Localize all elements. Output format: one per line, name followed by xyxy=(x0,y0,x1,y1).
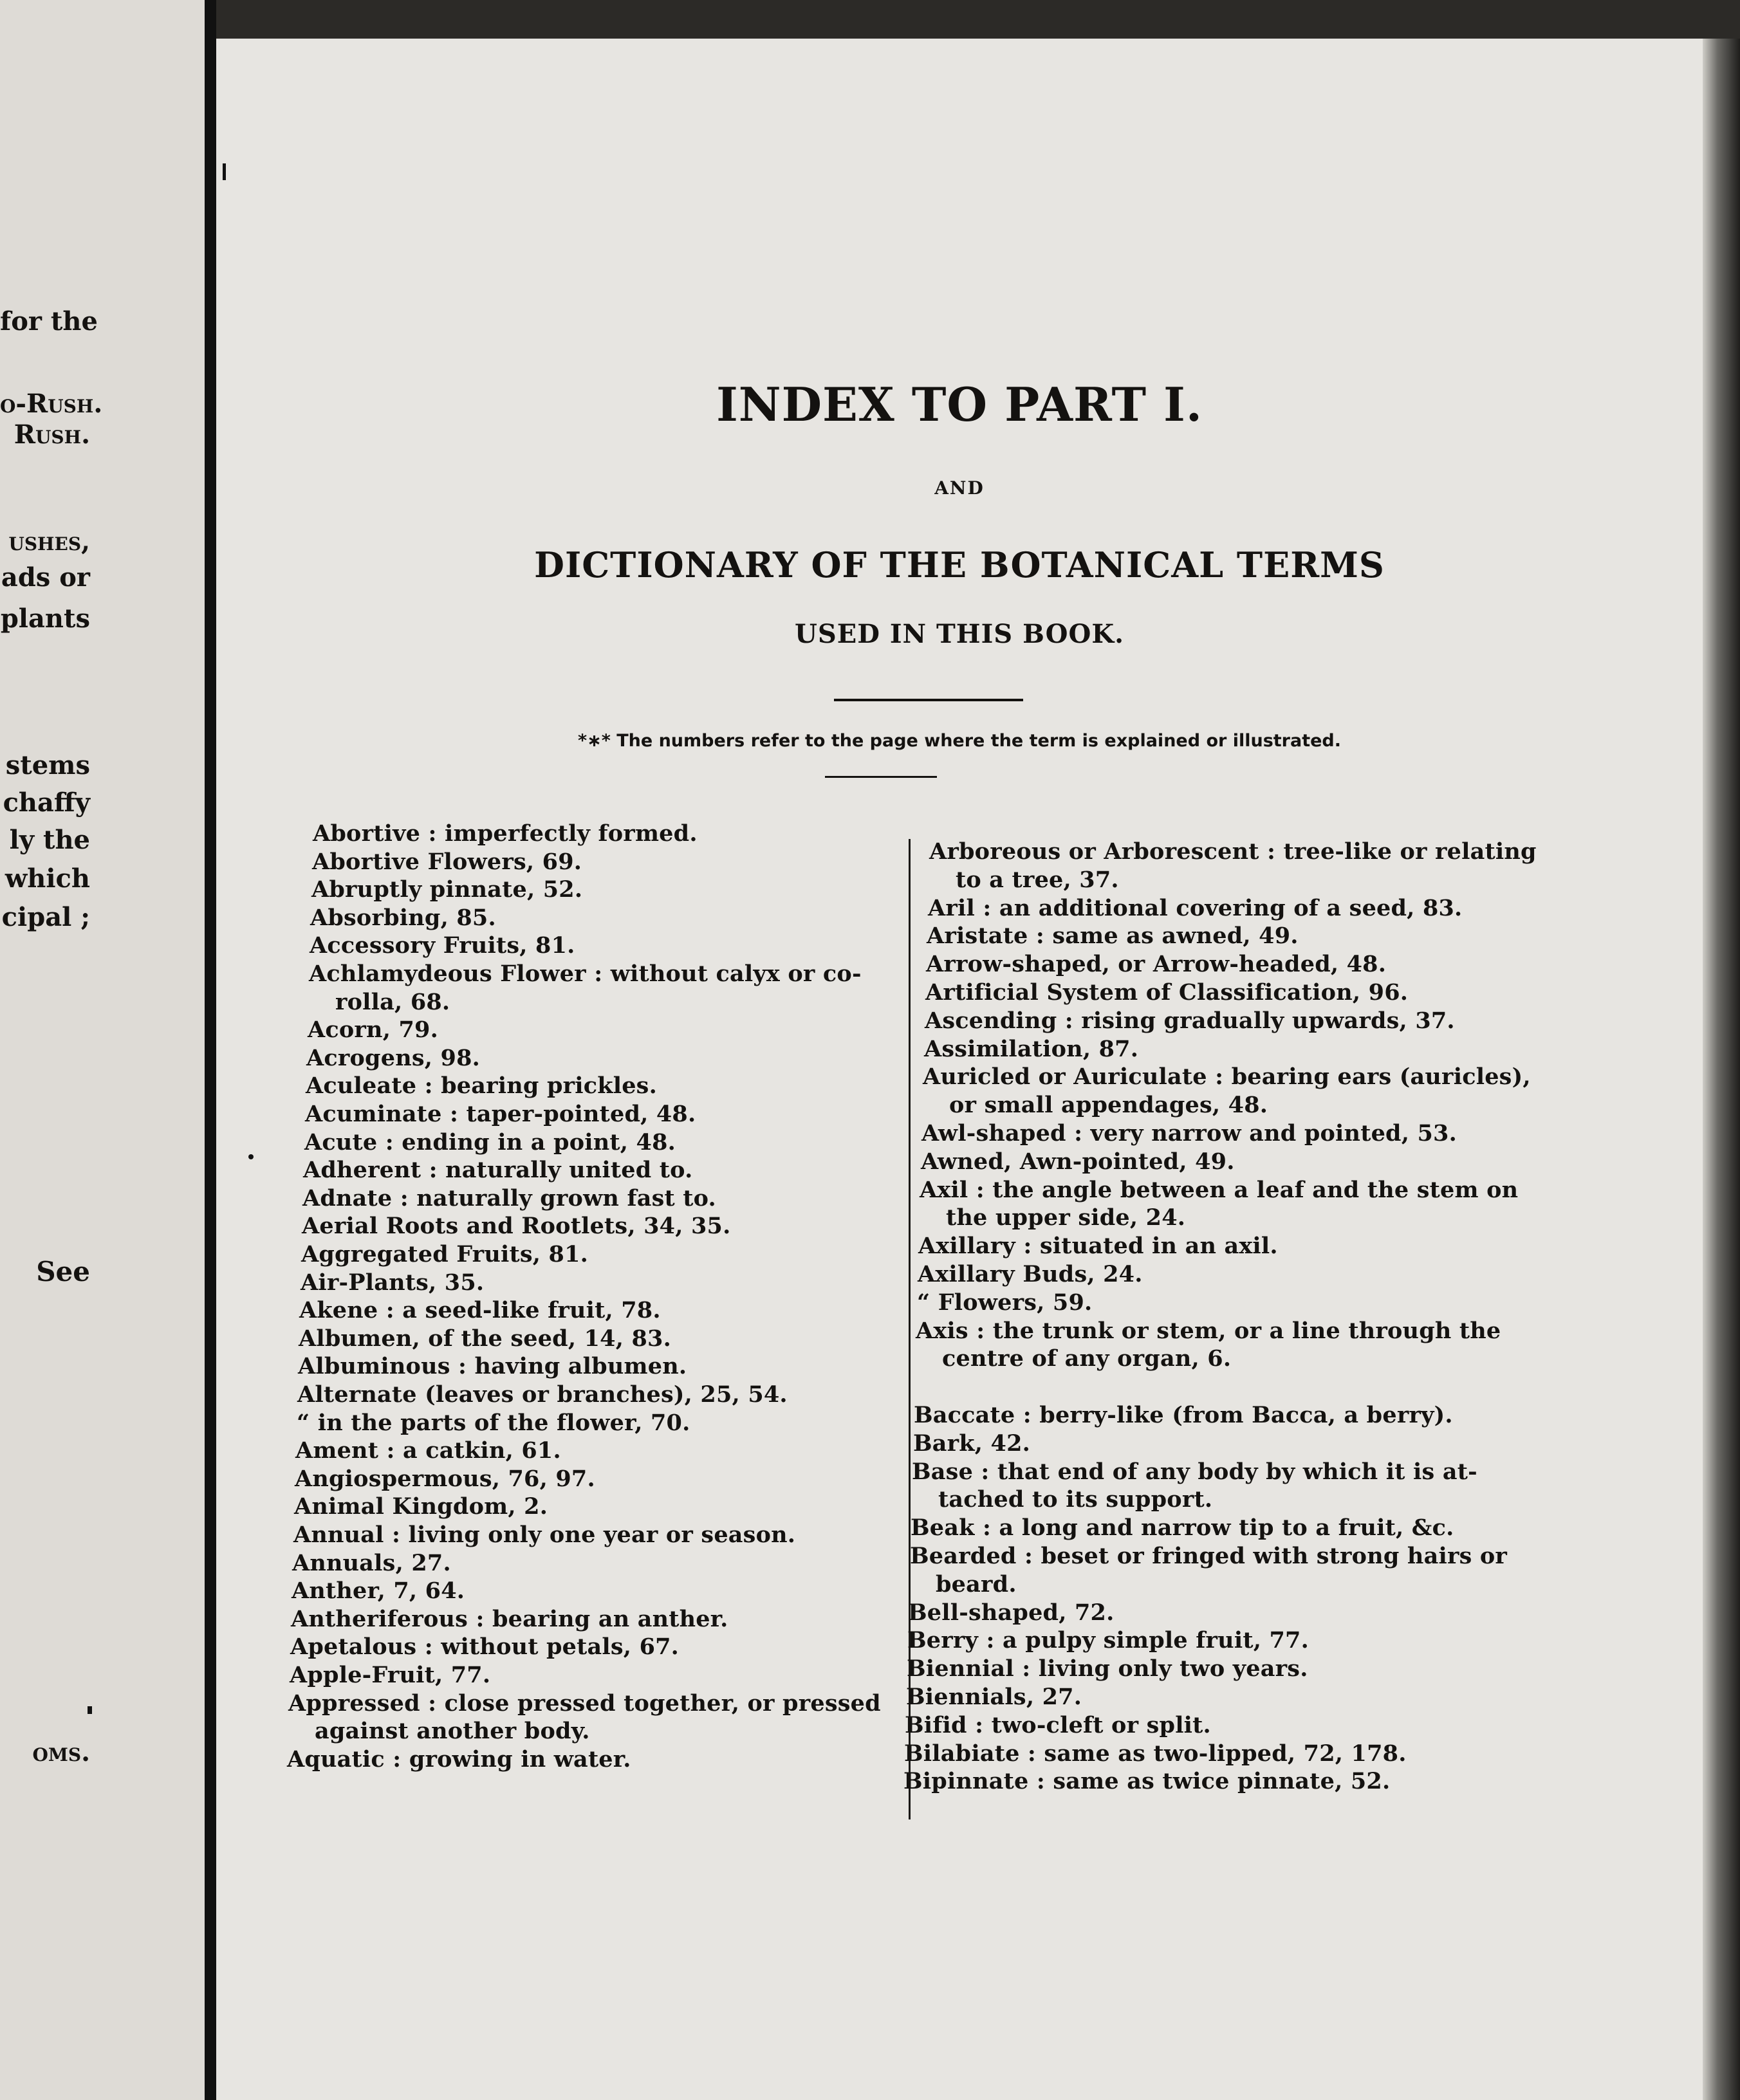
previous-page-fragment: plants xyxy=(0,603,90,634)
index-entry-left: Adherent : naturally united to. xyxy=(303,1157,693,1183)
index-entry-left: Abortive Flowers, 69. xyxy=(312,849,582,875)
index-entry-right: Artificial System of Classification, 96. xyxy=(925,979,1409,1006)
index-entry-left: Absorbing, 85. xyxy=(310,905,496,931)
index-entry-right: Bark, 42. xyxy=(913,1430,1031,1457)
index-entry-left: Air-Plants, 35. xyxy=(301,1269,485,1296)
index-entry-left: Annual : living only one year or season. xyxy=(293,1522,796,1548)
index-entry-right: “ Flowers, 59. xyxy=(917,1289,1093,1316)
index-entry-left: Appressed : close pressed together, or pressed xyxy=(288,1690,881,1717)
dictionary-title: DICTIONARY OF THE BOTANICAL TERMS xyxy=(534,544,1385,585)
index-entry-right: centre of any organ, 6. xyxy=(942,1345,1232,1372)
index-entry-right: Assimilation, 87. xyxy=(924,1036,1139,1062)
previous-page-fragment: See xyxy=(36,1256,90,1287)
index-entry-right: Baccate : berry-like (from Bacca, a berry). xyxy=(914,1402,1453,1428)
index-entry-right: Aristate : same as awned, 49. xyxy=(927,923,1299,949)
index-entry-right: Arboreous or Arborescent : tree-like or relating xyxy=(929,838,1537,865)
index-entry-right: Biennial : living only two years. xyxy=(907,1655,1308,1682)
previous-page-fragment: ushes, xyxy=(8,526,90,557)
index-entry-right: Axis : the trunk or stem, or a line through the xyxy=(916,1318,1501,1344)
previous-page-fragment: which xyxy=(5,863,90,894)
index-entry-left: Apetalous : without petals, 67. xyxy=(290,1634,680,1660)
index-entry-left: Aculeate : bearing prickles. xyxy=(306,1073,657,1099)
index-entry-right: the upper side, 24. xyxy=(946,1204,1186,1231)
index-entry-left: Ament : a catkin, 61. xyxy=(295,1437,561,1464)
index-entry-left: Aquatic : growing in water. xyxy=(287,1746,631,1773)
numbers-note: *∗* The numbers refer to the page where the term is explained or illustrated. xyxy=(577,731,1342,751)
previous-page-fragment: chaffy xyxy=(3,788,90,818)
previous-page-fragment: ly the xyxy=(9,825,90,855)
index-entry-left: Angiospermous, 76, 97. xyxy=(295,1466,595,1492)
index-entry-left: Anther, 7, 64. xyxy=(292,1578,465,1604)
index-entry-left: against another body. xyxy=(315,1718,590,1744)
index-entry-right: Auricled or Auriculate : bearing ears (auricles), xyxy=(923,1064,1531,1090)
previous-page-fragment: cipal ; xyxy=(1,902,90,932)
index-entry-right: Base : that end of any body by which it is at- xyxy=(912,1459,1477,1485)
heading-rule xyxy=(834,699,1023,701)
index-entry-right: Arrow-shaped, or Arrow-headed, 48. xyxy=(926,951,1387,977)
index-entry-right: Awned, Awn-pointed, 49. xyxy=(921,1148,1235,1175)
index-entry-right: Bipinnate : same as twice pinnate, 52. xyxy=(903,1768,1391,1794)
index-entry-right: Axil : the angle between a leaf and the stem on xyxy=(920,1177,1519,1203)
previous-page-fragment: o-Rush. xyxy=(0,389,103,419)
previous-page-fragment: for the xyxy=(0,306,98,336)
index-entry-left: Acute : ending in a point, 48. xyxy=(304,1129,676,1156)
index-entry-left: Acrogens, 98. xyxy=(306,1045,481,1071)
index-entry-right: Biennials, 27. xyxy=(906,1684,1082,1710)
index-entry-left: Animal Kingdom, 2. xyxy=(294,1493,548,1520)
note-rule xyxy=(825,776,937,778)
index-entry-left: Acorn, 79. xyxy=(308,1017,438,1043)
previous-page-fragment: stems xyxy=(5,750,90,780)
index-entry-left: Achlamydeous Flower : without calyx or co- xyxy=(309,961,862,987)
index-entry-left: rolla, 68. xyxy=(335,989,450,1015)
previous-page-fragment: oms. xyxy=(32,1737,90,1767)
index-entry-right: beard. xyxy=(936,1571,1017,1598)
index-entry-left: Accessory Fruits, 81. xyxy=(310,932,575,959)
index-entry-left: Acuminate : taper-pointed, 48. xyxy=(305,1101,696,1127)
index-entry-right: Bilabiate : same as two-lipped, 72, 178. xyxy=(904,1740,1407,1767)
index-entry-left: Albumen, of the seed, 14, 83. xyxy=(299,1325,671,1352)
index-entry-left: Adnate : naturally grown fast to. xyxy=(302,1185,716,1211)
index-entry-right: tached to its support. xyxy=(938,1486,1213,1513)
index-entry-right: or small appendages, 48. xyxy=(949,1092,1268,1118)
index-entry-right: Axillary : situated in an axil. xyxy=(918,1233,1278,1259)
previous-page-fragment: Rush. xyxy=(14,419,90,450)
index-entry-right: to a tree, 37. xyxy=(956,867,1119,893)
title-conjunction: AND xyxy=(934,477,985,499)
index-entry-left: Aggregated Fruits, 81. xyxy=(301,1241,589,1267)
speck-mark xyxy=(88,1706,92,1714)
speck-mark xyxy=(223,163,226,180)
index-entry-left: Abruptly pinnate, 52. xyxy=(311,876,583,903)
previous-page-fragment: ads or xyxy=(1,562,90,593)
index-entry-right: Awl-shaped : very narrow and pointed, 53. xyxy=(921,1120,1457,1147)
index-entry-left: Aerial Roots and Rootlets, 34, 35. xyxy=(302,1213,731,1239)
index-entry-right: Bell-shaped, 72. xyxy=(908,1599,1115,1626)
index-entry-left: Antheriferous : bearing an anther. xyxy=(291,1606,728,1632)
index-entry-left: “ in the parts of the flower, 70. xyxy=(297,1410,690,1436)
index-entry-left: Annuals, 27. xyxy=(292,1550,451,1576)
index-entry-left: Albuminous : having albumen. xyxy=(298,1353,687,1379)
index-entry-left: Alternate (leaves or branches), 25, 54. xyxy=(297,1381,788,1408)
index-entry-right: Bifid : two-cleft or split. xyxy=(905,1712,1211,1738)
index-entry-right: Beak : a long and narrow tip to a fruit, &c. xyxy=(911,1515,1454,1541)
index-entry-left: Akene : a seed-like fruit, 78. xyxy=(299,1297,661,1323)
index-entry-left: Abortive : imperfectly formed. xyxy=(313,820,698,847)
index-entry-right: Berry : a pulpy simple fruit, 77. xyxy=(907,1627,1309,1653)
index-entry-right: Aril : an additional covering of a seed, 83. xyxy=(928,895,1463,921)
index-entry-right: Axillary Buds, 24. xyxy=(918,1261,1143,1287)
index-entry-right: Ascending : rising gradually upwards, 37. xyxy=(925,1008,1455,1034)
speck-mark xyxy=(248,1154,254,1159)
index-entry-right: Bearded : beset or fringed with strong hairs or xyxy=(910,1543,1508,1569)
index-entry-left: Apple-Fruit, 77. xyxy=(290,1662,491,1688)
page-right-edge xyxy=(1703,39,1740,2100)
index-title: INDEX TO PART I. xyxy=(716,377,1203,432)
dictionary-subtitle: USED IN THIS BOOK. xyxy=(794,619,1125,649)
page-gutter xyxy=(205,0,216,2100)
